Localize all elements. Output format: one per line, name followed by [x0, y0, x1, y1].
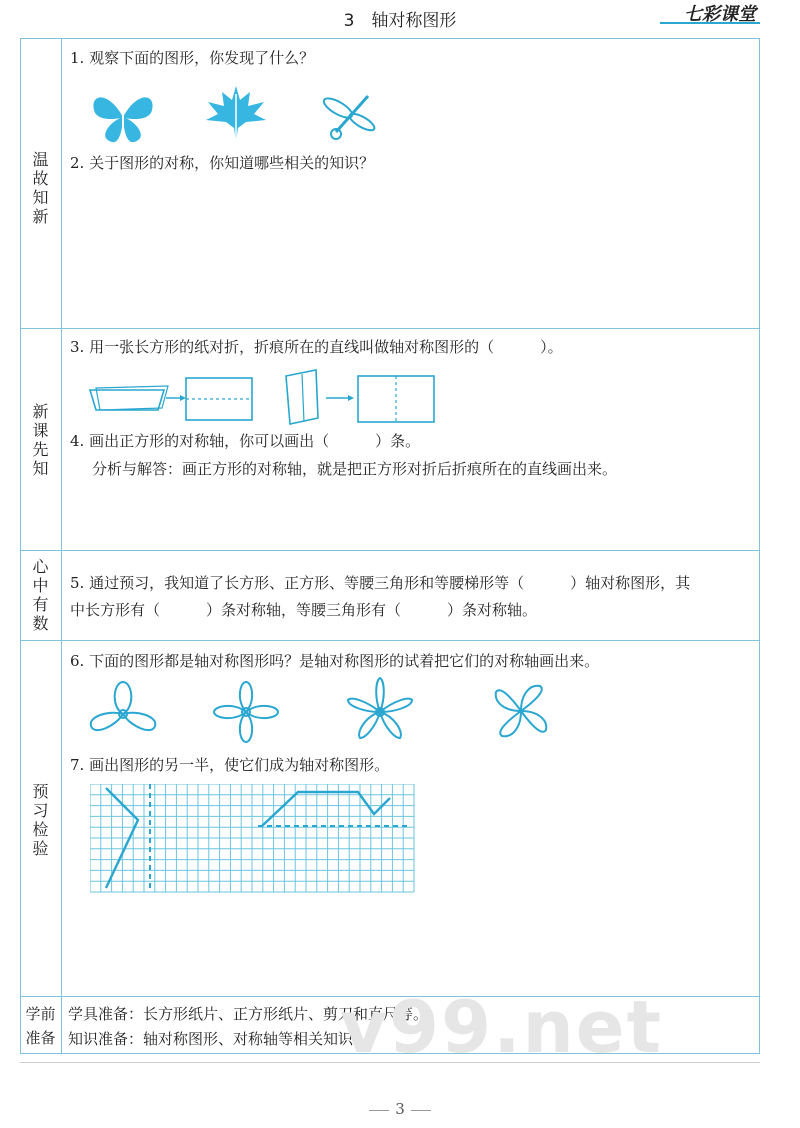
five-petal-flower-icon [344, 676, 416, 744]
drawing-grid [90, 784, 422, 894]
divider-1 [20, 328, 760, 329]
question-2: 2. 关于图形的对称，你知道哪些相关的知识？ [70, 154, 375, 172]
section-mind-label: 心中有数 [32, 557, 49, 633]
question-7: 7. 画出图形的另一半，使它们成为轴对称图形。 [70, 756, 390, 774]
prep-tools: 学具准备：长方形纸片、正方形纸片、剪刀和直尺等。 [68, 1005, 429, 1023]
question-4-analysis: 分析与解答：画正方形的对称轴，就是把正方形对折后折痕所在的直线画出来。 [92, 460, 618, 478]
worksheet-frame [20, 38, 760, 1054]
brand-underline [660, 22, 760, 24]
section-preview-label: 新课先知 [32, 402, 49, 478]
four-petal-flower-icon [210, 680, 282, 744]
label-column-divider [61, 38, 62, 1054]
dragonfly-icon [318, 92, 378, 142]
footer-divider [20, 1062, 760, 1063]
folding-paper-diagram [88, 366, 438, 426]
section-check-label: 预习检验 [32, 782, 49, 858]
pinwheel-icon [490, 680, 552, 742]
question-4: 4. 画出正方形的对称轴，你可以画出（ ）条。 [70, 432, 421, 450]
brand-logo: 七彩课堂 [684, 4, 756, 25]
section-review-label: 温故知新 [32, 150, 49, 226]
butterfly-icon [88, 90, 158, 144]
question-1: 1. 观察下面的图形，你发现了什么？ [70, 49, 315, 67]
section-prep-label: 学前 准备 [25, 1005, 56, 1047]
watermark: v99.net [340, 985, 663, 1069]
divider-3 [20, 640, 760, 641]
question-5-line-1: 5. 通过预习，我知道了长方形、正方形、等腰三角形和等腰梯形等（ ）轴对称图形，其 [70, 574, 691, 592]
question-5-line-2: 中长方形有（ ）条对称轴，等腰三角形有（ ）条对称轴。 [70, 601, 538, 619]
page-title: 3 轴对称图形 [343, 11, 457, 31]
divider-2 [20, 550, 760, 551]
maple-leaf-icon [204, 84, 268, 144]
page-number: 3 [0, 1100, 800, 1118]
three-petal-flower-icon [88, 680, 158, 742]
prep-knowledge: 知识准备：轴对称图形、对称轴等相关知识。 [68, 1030, 369, 1048]
question-6: 6. 下面的图形都是轴对称图形吗？是轴对称图形的试着把它们的对称轴画出来。 [70, 652, 600, 670]
question-3: 3. 用一张长方形的纸对折，折痕所在的直线叫做轴对称图形的（ ）。 [70, 338, 563, 356]
